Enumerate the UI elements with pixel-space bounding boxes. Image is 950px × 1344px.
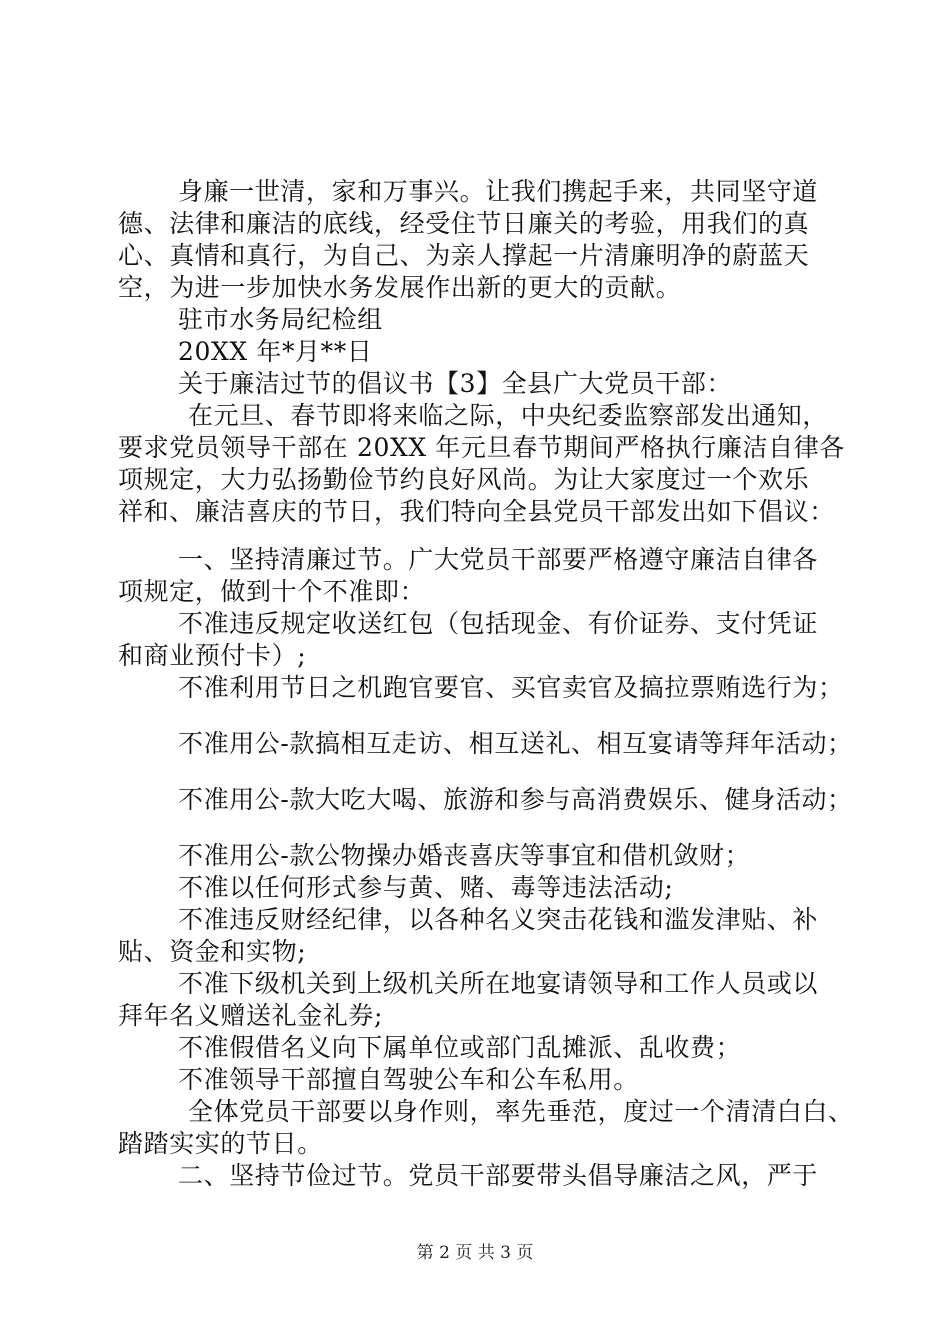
rule-item: 贴、资金和实物; [118,937,307,966]
rule-item: 不准用公-款搞相互走访、相互送礼、相互宴请等拜年活动； [178,729,853,758]
signature-date: 20XX 年*月**日 [178,337,373,366]
rule-item: 不准违反财经纪律，以各种名义突击花钱和滥发津贴、补 [178,905,819,934]
signature-org: 驻市水务局纪检组 [178,305,383,334]
rule-item: 不准用公-款公物操办婚丧喜庆等事宜和借机敛财； [178,841,751,870]
paragraph-line: 空，为进一步加快水务发展作出新的更大的贡献。 [118,273,682,302]
rule-item: 拜年名义赠送礼金礼券; [118,1001,384,1030]
paragraph-line: 踏踏实实的节日。 [118,1129,323,1158]
paragraph-line: 项规定，大力弘扬勤俭节约良好风尚。为让大家度过一个欢乐 [118,465,810,494]
section-title: 关于廉洁过节的倡议书【3】全县广大党员干部： [178,369,733,398]
rule-item: 不准用公-款大吃大喝、旅游和参与高消费娱乐、健身活动； [178,785,853,814]
page-footer: 第 2 页 共 3 页 [416,1243,534,1263]
paragraph-line: 全体党员干部要以身作则，率先垂范，度过一个清清白白、 [188,1097,854,1126]
rule-item: 不准利用节日之机跑官要官、买官卖官及搞拉票贿选行为； [178,673,844,702]
rule-item: 不准领导干部擅自驾驶公车和公车私用。 [178,1065,639,1094]
paragraph-line: 心、真情和真行，为自己、为亲人撑起一片清廉明净的蔚蓝天 [118,241,810,270]
rule-item: 不准以任何形式参与黄、赌、毒等违法活动; [178,873,674,902]
paragraph-line: 在元旦、春节即将来临之际，中央纪委监察部发出通知， [188,401,829,430]
rule-item: 不准违反规定收送红包（包括现金、有价证券、支付凭证 [178,609,819,638]
rule-item: 不准下级机关到上级机关所在地宴请领导和工作人员或以 [178,969,819,998]
paragraph-line: 二、坚持节俭过节。党员干部要带头倡导廉洁之风，严于 [178,1161,819,1190]
paragraph-line: 身廉一世清，家和万事兴。让我们携起手来，共同坚守道 [178,177,819,206]
paragraph-line: 要求党员领导干部在 20XX 年元旦春节期间严格执行廉洁自律各 [118,433,845,462]
paragraph-line: 德、法律和廉洁的底线，经受住节日廉关的考验，用我们的真 [118,209,810,238]
paragraph-line: 祥和、廉洁喜庆的节日，我们特向全县党员干部发出如下倡议： [118,497,835,526]
paragraph-line: 一、坚持清廉过节。广大党员干部要严格遵守廉洁自律各 [178,545,819,574]
rule-item: 和商业预付卡）; [118,641,307,670]
rule-item: 不准假借名义向下属单位或部门乱摊派、乱收费； [178,1033,742,1062]
paragraph-line: 项规定，做到十个不准即： [118,577,426,606]
